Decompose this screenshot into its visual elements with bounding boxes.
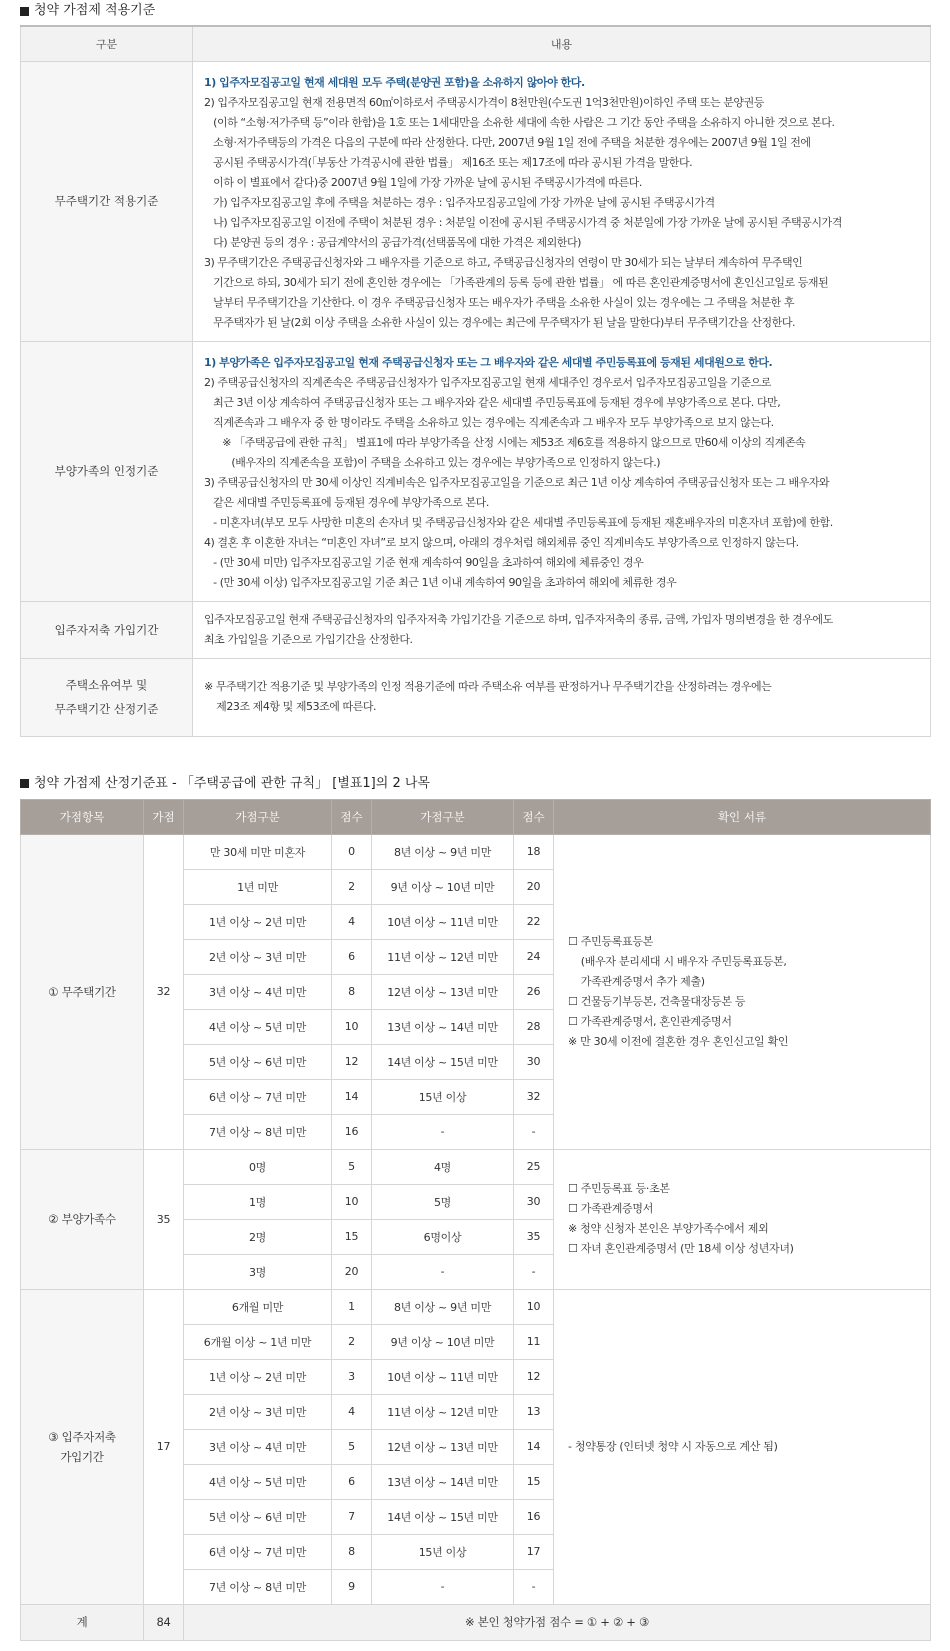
score-item-line: 가입기간: [60, 1449, 104, 1464]
criteria-content-line: 소형·저가주택등의 가격은 다음의 구분에 따라 산정한다. 다만, 2007년 9월 1일 전에 주택을 처분한 경우에는 2007년 9월 1일 전에: [204, 135, 811, 149]
score-doc-line: - 청약통장 (인터넷 청약 시 자동으로 계산 됨): [568, 1439, 778, 1453]
score-points: 4: [332, 1394, 372, 1429]
criteria-content: [193, 601, 931, 658]
criteria-content: [193, 658, 931, 736]
score-range: 4년 이상 ~ 5년 미만: [184, 1464, 332, 1499]
score-header-cell: 점수: [332, 799, 372, 834]
score-range: 3년 이상 ~ 4년 미만: [184, 974, 332, 1009]
score-doc-line: 가족관계증명서 추가 제출): [568, 974, 705, 988]
criteria-category: [21, 61, 193, 341]
score-range: 5명: [372, 1184, 514, 1219]
score-range: 3명: [184, 1254, 332, 1289]
criteria-table-body: [21, 61, 931, 736]
score-range: 2년 이상 ~ 3년 미만: [184, 939, 332, 974]
score-range: 만 30세 미만 미혼자: [184, 834, 332, 869]
criteria-content-line: (이하 “소형·저가주택 등”이라 한함)을 1호 또는 1세대만을 소유한 세대에 속한 사람은 그 기간 동안 주택을 소유하지 아니한 것으로 본다.: [204, 115, 835, 129]
criteria-category-line: 주택소유여부 및: [65, 678, 148, 692]
criteria-content-line: - (만 30세 이상) 입주자모집공고일 기준 최근 1년 이내 계속하여 90일을 초과하여 해외에 체류한 경우: [204, 575, 677, 589]
score-points: 12: [332, 1044, 372, 1079]
score-doc-line: ※ 청약 신청자 본인은 부양가족수에서 제외: [568, 1222, 769, 1235]
score-points: 6: [332, 939, 372, 974]
score-table-body: [21, 834, 931, 1640]
score-range: -: [372, 1254, 514, 1289]
criteria-content-line: 3) 주택공급신청자의 만 30세 이상인 직계비속은 입주자모집공고일을 기준으로 최근 1년 이상 계속하여 주택공급신청자 또는 그 배우자와: [204, 475, 830, 489]
score-range: 2명: [184, 1219, 332, 1254]
score-doc-line: ☐ 주민등록표등본: [568, 934, 654, 948]
score-total-row: [21, 1604, 931, 1640]
score-row: [21, 1289, 931, 1324]
score-table: [20, 799, 931, 1641]
score-points: 3: [332, 1359, 372, 1394]
score-range: 1년 이상 ~ 2년 미만: [184, 904, 332, 939]
criteria-category-line: 입주자저축 가입기간: [54, 622, 159, 637]
criteria-row: [21, 341, 931, 601]
score-range: 15년 이상: [372, 1079, 514, 1114]
score-doc-line: ☐ 건물등기부등본, 건축물대장등본 등: [568, 994, 746, 1008]
criteria-header-content: 내용: [193, 26, 931, 61]
score-range: -: [372, 1114, 514, 1149]
criteria-content-line: 다) 분양권 등의 경우 : 공급계약서의 공급가격(선택품목에 대한 가격은 제외한다): [204, 235, 581, 249]
score-total-label: 계: [21, 1604, 144, 1640]
criteria-content-line: 2) 주택공급신청자의 직계존속은 주택공급신청자가 입주자모집공고일 현재 세대주인 경우로서 입주자모집공고일을 기준으로: [204, 375, 771, 389]
score-points: 9: [332, 1569, 372, 1604]
score-item: [21, 1289, 144, 1604]
score-item-line: ② 부양가족수: [48, 1212, 116, 1226]
score-docs: [554, 834, 931, 1149]
score-points: 15: [514, 1464, 554, 1499]
section1-title-text: 청약 가점제 적용기준: [34, 3, 156, 18]
score-range: 12년 이상 ~ 13년 미만: [372, 1429, 514, 1464]
score-doc-line: ☐ 주민등록표 등·초본: [568, 1182, 670, 1195]
criteria-content: [193, 61, 931, 341]
score-row: [21, 834, 931, 869]
score-range: 11년 이상 ~ 12년 미만: [372, 1394, 514, 1429]
score-points: 2: [332, 1324, 372, 1359]
score-header-cell: 가점항목: [21, 799, 144, 834]
criteria-category-line: 부양가족의 인정기준: [54, 464, 159, 478]
score-doc-line: ☐ 가족관계증명서, 혼인관계증명서: [568, 1014, 732, 1028]
criteria-row: [21, 658, 931, 736]
criteria-content-line: 1) 부양가족은 입주자모집공고일 현재 주택공급신청자 또는 그 배우자와 같은 세대별 주민등록표에 등재된 세대원으로 한다.: [204, 355, 773, 369]
score-doc-line: ※ 만 30세 이전에 결혼한 경우 혼인신고일 확인: [568, 1034, 789, 1048]
score-row: [21, 1149, 931, 1184]
score-header-cell: 점수: [514, 799, 554, 834]
square-bullet-icon: [20, 779, 29, 788]
score-range: 2년 이상 ~ 3년 미만: [184, 1394, 332, 1429]
criteria-header-category: 구분: [21, 26, 193, 61]
score-range: 12년 이상 ~ 13년 미만: [372, 974, 514, 1009]
score-item: [21, 834, 144, 1149]
score-header-cell: 가점구분: [184, 799, 332, 834]
score-range: 9년 이상 ~ 10년 미만: [372, 1324, 514, 1359]
score-range: 14년 이상 ~ 15년 미만: [372, 1044, 514, 1079]
score-points: -: [514, 1569, 554, 1604]
score-range: 13년 이상 ~ 14년 미만: [372, 1464, 514, 1499]
criteria-content-line: 날부터 무주택기간을 기산한다. 이 경우 주택공급신청자 또는 배우자가 주택을 소유한 사실이 있는 경우에는 그 주택을 처분한 후: [204, 295, 795, 309]
score-range: 10년 이상 ~ 11년 미만: [372, 1359, 514, 1394]
score-range: 6개월 이상 ~ 1년 미만: [184, 1324, 332, 1359]
score-points: 16: [514, 1499, 554, 1534]
score-max: 35: [144, 1149, 184, 1289]
score-item-line: ① 무주택기간: [48, 984, 116, 999]
score-points: 24: [514, 939, 554, 974]
score-points: 10: [332, 1184, 372, 1219]
score-points: 14: [514, 1429, 554, 1464]
score-points: 6: [332, 1464, 372, 1499]
score-header-cell: 가점: [144, 799, 184, 834]
criteria-content-line: 이하 이 별표에서 같다)중 2007년 9월 1일에 가장 가까운 날에 공시된 주택공시가격에 따른다.: [204, 175, 642, 189]
criteria-content-line: ※ 무주택기간 적용기준 및 부양가족의 인정 적용기준에 따라 주택소유 여부를 판정하거나 무주택기간을 산정하려는 경우에는: [204, 680, 772, 693]
criteria-header-row: [21, 26, 931, 61]
score-range: 6명이상: [372, 1219, 514, 1254]
score-points: 7: [332, 1499, 372, 1534]
criteria-category: [21, 658, 193, 736]
criteria-content-line: 가) 입주자모집공고일 후에 주택을 처분하는 경우 : 입주자모집공고일에 가장 가까운 날에 공시된 주택공시가격: [204, 195, 715, 209]
score-points: -: [514, 1114, 554, 1149]
criteria-content-line: - 미혼자녀(부모 모두 사망한 미혼의 손자녀 및 주택공급신청자와 같은 세대별 주민등록표에 등재된 재혼배우자의 미혼자녀 포함)에 한함.: [204, 515, 833, 529]
score-points: 16: [332, 1114, 372, 1149]
score-range: 5년 이상 ~ 6년 미만: [184, 1499, 332, 1534]
score-range: 9년 이상 ~ 10년 미만: [372, 869, 514, 904]
score-range: 4년 이상 ~ 5년 미만: [184, 1009, 332, 1044]
score-points: 8: [332, 1534, 372, 1569]
criteria-content-line: 같은 세대별 주민등록표에 등재된 경우에 부양가족으로 본다.: [204, 495, 489, 509]
criteria-content-line: 최근 3년 이상 계속하여 주택공급신청자 또는 그 배우자와 같은 세대별 주민등록표에 등재된 경우에 부양가족으로 본다. 다만,: [204, 395, 781, 409]
score-points: 8: [332, 974, 372, 1009]
criteria-content-line: 3) 무주택기간은 주택공급신청자와 그 배우자를 기준으로 하고, 주택공급신청자의 연령이 만 30세가 되는 날부터 계속하여 무주택인: [204, 255, 803, 269]
criteria-content-line: 나) 입주자모집공고일 이전에 주택이 처분된 경우 : 처분일 이전에 공시된 주택공시가격 중 처분일에 가장 가까운 날에 공시된 주택공시가격: [204, 215, 842, 229]
score-max: 17: [144, 1289, 184, 1604]
score-doc-line: (배우자 분리세대 시 배우자 주민등록표등본,: [568, 954, 787, 968]
score-points: 32: [514, 1079, 554, 1114]
criteria-category: [21, 341, 193, 601]
score-range: 5년 이상 ~ 6년 미만: [184, 1044, 332, 1079]
criteria-content-line: 제23조 제4항 및 제53조에 따른다.: [204, 700, 377, 713]
score-points: 5: [332, 1429, 372, 1464]
score-points: 4: [332, 904, 372, 939]
criteria-content-line: (배우자의 직계존속을 포함)이 주택을 소유하고 있는 경우에는 부양가족으로 인정하지 않는다.): [204, 455, 661, 469]
score-range: 3년 이상 ~ 4년 미만: [184, 1429, 332, 1464]
score-header-row: [21, 799, 931, 834]
criteria-content-line: 무주택자가 된 날(2회 이상 주택을 소유한 사실이 있는 경우에는 최근에 무주택자가 된 날을 말한다)부터 무주택기간을 산정한다.: [204, 315, 796, 329]
criteria-category: [21, 601, 193, 658]
criteria-content-line: 직계존속과 그 배우자 중 한 명이라도 주택을 소유하고 있는 경우에는 직계존속과 그 배우자 모두 부양가족으로 보지 않는다.: [204, 415, 774, 429]
score-range: 1명: [184, 1184, 332, 1219]
score-points: 11: [514, 1324, 554, 1359]
score-max: 32: [144, 834, 184, 1149]
score-points: 30: [514, 1184, 554, 1219]
score-points: 35: [514, 1219, 554, 1254]
section1: [20, 0, 930, 737]
score-range: 6년 이상 ~ 7년 미만: [184, 1534, 332, 1569]
criteria-row: [21, 601, 931, 658]
section2-title: [20, 773, 930, 795]
score-range: 6개월 미만: [184, 1289, 332, 1324]
criteria-content-line: 2) 입주자모집공고일 현재 전용면적 60㎡이하로서 주택공시가격이 8천만원(수도권 1억3천만원)이하인 주택 또는 분양권등: [204, 95, 764, 109]
score-range: 13년 이상 ~ 14년 미만: [372, 1009, 514, 1044]
score-range: 4명: [372, 1149, 514, 1184]
score-item-line: ③ 입주자저축: [48, 1429, 116, 1444]
score-range: 15년 이상: [372, 1534, 514, 1569]
score-range: 11년 이상 ~ 12년 미만: [372, 939, 514, 974]
score-points: 14: [332, 1079, 372, 1114]
square-bullet-icon: [20, 7, 29, 16]
score-points: -: [514, 1254, 554, 1289]
score-points: 25: [514, 1149, 554, 1184]
score-header-cell: 가점구분: [372, 799, 514, 834]
score-range: 0명: [184, 1149, 332, 1184]
score-points: 10: [514, 1289, 554, 1324]
score-range: 6년 이상 ~ 7년 미만: [184, 1079, 332, 1114]
score-points: 17: [514, 1534, 554, 1569]
score-points: 10: [332, 1009, 372, 1044]
criteria-content-line: 1) 입주자모집공고일 현재 세대원 모두 주택(분양권 포함)을 소유하지 않아야 한다.: [204, 75, 585, 89]
score-points: 18: [514, 834, 554, 869]
score-range: -: [372, 1569, 514, 1604]
criteria-content-line: 기간으로 하되, 30세가 되기 전에 혼인한 경우에는 「가족관계의 등록 등에 관한 법률」 에 따른 혼인관계증명서에 혼인신고일로 등재된: [204, 275, 829, 289]
criteria-content-line: 입주자모집공고일 현재 주택공급신청자의 입주자저축 가입기간을 기준으로 하며, 입주자저축의 종류, 금액, 가입자 명의변경을 한 경우에도: [204, 612, 833, 626]
score-points: 0: [332, 834, 372, 869]
score-points: 1: [332, 1289, 372, 1324]
criteria-content-line: 공시된 주택공시가격(「부동산 가격공시에 관한 법률」 제16조 또는 제17조에 따라 공시된 가격을 말한다.: [204, 155, 693, 169]
score-points: 13: [514, 1394, 554, 1429]
score-points: 22: [514, 904, 554, 939]
score-points: 26: [514, 974, 554, 1009]
score-docs: [554, 1289, 931, 1604]
score-points: 12: [514, 1359, 554, 1394]
score-points: 15: [332, 1219, 372, 1254]
score-range: 14년 이상 ~ 15년 미만: [372, 1499, 514, 1534]
section1-title: [20, 0, 930, 22]
criteria-row: [21, 61, 931, 341]
score-range: 1년 이상 ~ 2년 미만: [184, 1359, 332, 1394]
score-points: 20: [514, 869, 554, 904]
criteria-content-line: 최초 가입일을 기준으로 가입기간을 산정한다.: [204, 632, 413, 646]
score-points: 30: [514, 1044, 554, 1079]
score-doc-line: ☐ 자녀 혼인관계증명서 (만 18세 이상 성년자녀): [568, 1242, 794, 1255]
criteria-category-line: 무주택기간 적용기준: [54, 194, 159, 208]
score-range: 1년 미만: [184, 869, 332, 904]
criteria-category-line: 무주택기간 산정기준: [54, 702, 159, 716]
score-range: 8년 이상 ~ 9년 미만: [372, 1289, 514, 1324]
criteria-table: [20, 25, 931, 737]
score-total-value: 84: [144, 1604, 184, 1640]
score-range: 7년 이상 ~ 8년 미만: [184, 1569, 332, 1604]
score-header-cell: 확인 서류: [554, 799, 931, 834]
score-docs: [554, 1149, 931, 1289]
score-range: 10년 이상 ~ 11년 미만: [372, 904, 514, 939]
score-points: 20: [332, 1254, 372, 1289]
score-total-note: ※ 본인 청약가점 점수 = ① + ② + ③: [184, 1604, 931, 1640]
criteria-content-line: ※ 「주택공급에 관한 규칙」 별표1에 따라 부양가족을 산정 시에는 제53조 제6호를 적용하지 않으므로 만60세 이상의 직계존속: [204, 435, 806, 449]
score-doc-line: ☐ 가족관계증명서: [568, 1202, 654, 1215]
score-points: 28: [514, 1009, 554, 1044]
score-range: 7년 이상 ~ 8년 미만: [184, 1114, 332, 1149]
score-points: 5: [332, 1149, 372, 1184]
score-item: [21, 1149, 144, 1289]
section2-title-text: 청약 가점제 산정기준표 - 「주택공급에 관한 규칙」 [별표1]의 2 나목: [34, 775, 430, 791]
criteria-content: [193, 341, 931, 601]
score-range: 8년 이상 ~ 9년 미만: [372, 834, 514, 869]
score-points: 2: [332, 869, 372, 904]
criteria-content-line: - (만 30세 미만) 입주자모집공고일 기준 현재 계속하여 90일을 초과하여 해외에 체류중인 경우: [204, 555, 644, 569]
criteria-content-line: 4) 결혼 후 이혼한 자녀는 “미혼인 자녀”로 보지 않으며, 아래의 경우처럼 해외체류 중인 직계비속도 부양가족으로 인정하지 않는다.: [204, 535, 799, 549]
section2: [20, 773, 930, 1641]
